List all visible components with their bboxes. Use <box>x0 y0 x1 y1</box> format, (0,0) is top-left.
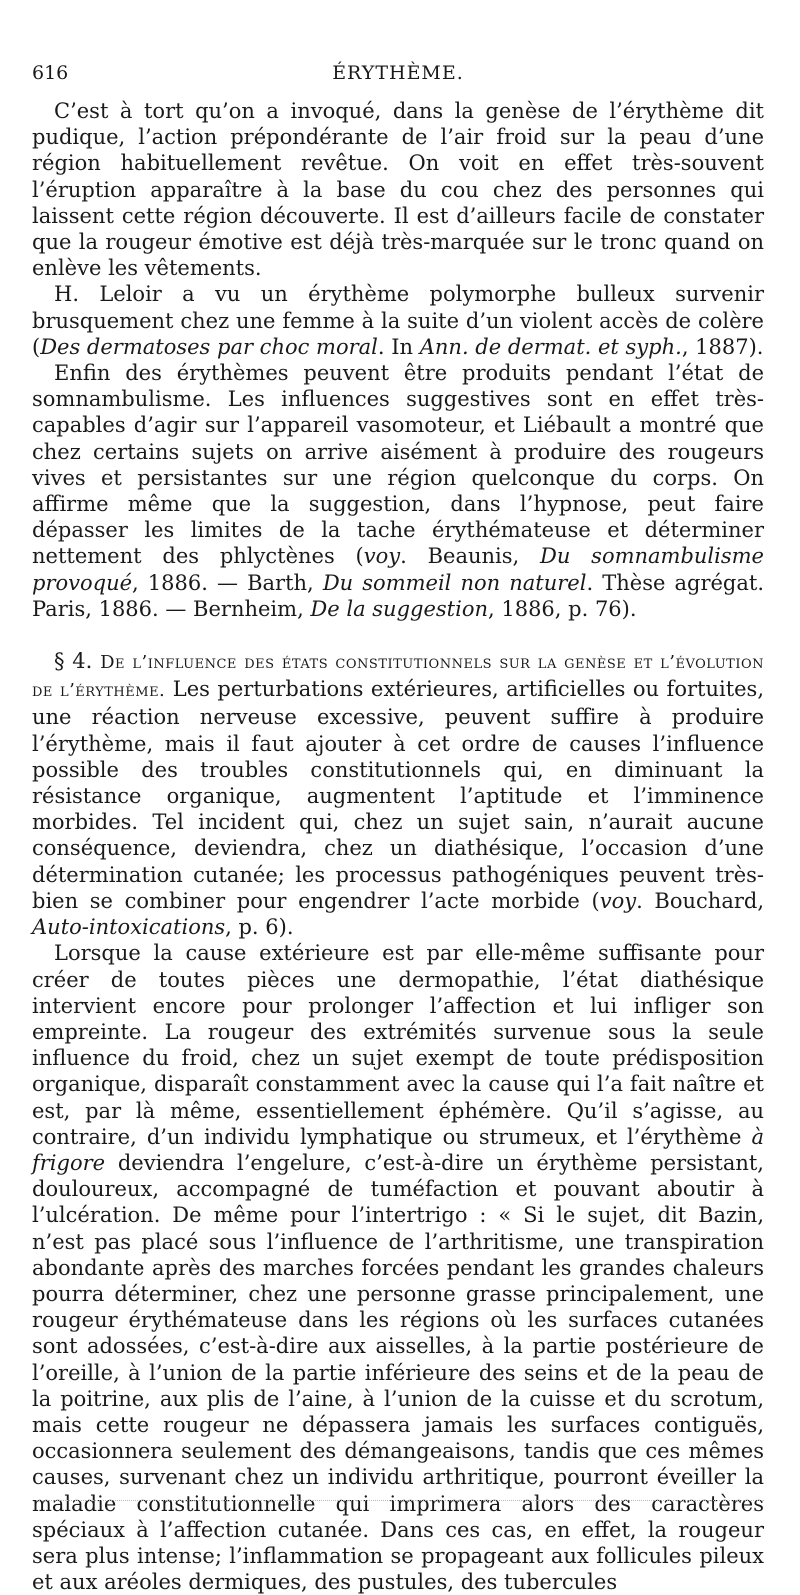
paragraph-pudique: C’est à tort qu’on a invoqué, dans la genèse de l’érythème dit pudique, l’action prépondérante de l’air froid sur la peau d’une région habituellement revêtue. On voit en effet très-souvent l’éruption apparaître à la base du cou chez des personnes qui laissent cette région découverte. Il est d’ailleurs facile de constater que la rougeur émotive est déjà très-marquée sur le tronc quand on enlève les vêtements. <box>32 99 764 281</box>
paragraph-somnambulisme: Enfin des érythèmes peuvent être produits pendant l’état de somnambulisme. Les influences suggestives sont en effet très-capables d’agir sur l’appareil vasomoteur, et Liébault a montré que chez certains sujets on arrive aisément à produire des rougeurs vives et persistantes sur une région quelconque du corps. On affirme même que la suggestion, dans l’hypnose, peut faire dépasser les limites de la tache érythémateuse et déterminer nettement des phlyctènes (voy. Beaunis, Du somnambulisme provoqué, 1886. — Barth, Du sommeil non naturel. Thèse agrégat. Paris, 1886. — Bernheim, De la suggestion, 1886, p. 76). <box>32 361 764 621</box>
citation-title: De la suggestion <box>310 596 488 621</box>
running-title: ÉRYTHÈME. <box>332 62 464 84</box>
section-4: § 4. De l’influence des états constitutionnels sur la genèse et l’évolution de l’érythème. Les perturbations extérieures, artificielles ou fortuites, une réaction nerveuse excessive, peuvent suffire à produire l’érythème, mais il faut ajouter à cet ordre de causes l’influence possible des troubles constitutionnels qui, en diminuant la résistance organique, augmentent l’aptitude et l’imminence morbides. Tel incident qui, chez un sujet sain, n’aurait aucune conséquence, deviendra, chez un diathésique, l’occasion d’une détermination cutanée; les processus pathogéniques peuvent très-bien se combiner pour engendrer l’acte morbide (voy. Bouchard, Auto-intoxications, p. 6). <box>32 649 765 940</box>
citation-title: Auto-intoxications <box>32 915 226 940</box>
page-number: 616 <box>32 62 69 84</box>
citation-title: Du somnambulisme provoqué <box>32 544 764 595</box>
footer-rule <box>36 1500 764 1501</box>
journal-title: Ann. de dermat. et syph. <box>419 334 682 359</box>
citation-title: Du sommeil non naturel <box>322 570 587 595</box>
paragraph-diathese: Lorsque la cause extérieure est par elle-même suffisante pour créer de toutes pièces une dermopathie, l’état diathésique intervient encore pour prolonger l’affection et lui infliger son empreinte. La rougeur des extrémités survenue sous la seule influence du froid, chez un sujet exempt de toute prédisposition organique, disparaît constamment avec la cause qui l’a fait naître et est, par là même, essentiellement éphémère. Qu’il s’agisse, au contraire, d’un individu lymphatique ou strumeux, et l’érythème à frigore deviendra l’engelure, c’est-à-dire un érythème persistant, douloureux, accompagné de tuméfaction et pouvant aboutir à l’ulcération. De même pour l’intertrigo : « Si le sujet, dit Bazin, n’est pas placé sous l’influence de l’arthritisme, une transpiration abondante après des marches forcées pendant les grandes chaleurs pourra déterminer, chez une personne grasse principalement, une rougeur érythémateuse dans les régions où les surfaces cutanées sont adossées, c’est-à-dire aux aisselles, à la partie postérieure de l’oreille, à l’union de la partie inférieure des seins et de la peau de la poitrine, aux plis de l’aine, à l’union de la cuisse et du scrotum, mais cette rougeur ne dépassera jamais les surfaces contiguës, occasionnera seulement des démangeaisons, tandis que ces mêmes causes, survenant chez un individu arthritique, pourront éveiller la maladie constitutionnelle qui imprimera alors des caractères spéciaux à l’affection cutanée. Dans ces cas, en effet, la rougeur sera plus intense; l’inflammation se propageant aux follicules pileux et aux aréoles dermiques, des pustules, des tubercules <box>32 941 764 1595</box>
paragraph-leloir: H. Leloir a vu un érythème polymorphe bulleux survenir brusquement chez une femme à la suite d’un violent accès de colère (Des dermatoses par choc moral. In Ann. de dermat. et syph., 1887). <box>32 282 764 359</box>
page-header <box>32 62 764 98</box>
document-page <box>32 62 764 1595</box>
citation-title: Des dermatoses par choc moral <box>40 334 378 359</box>
section-heading: De l’influence des états constitutionnels sur la genèse et l’évolution de l’érythème. <box>32 652 764 702</box>
section-number: § 4. <box>54 649 101 674</box>
